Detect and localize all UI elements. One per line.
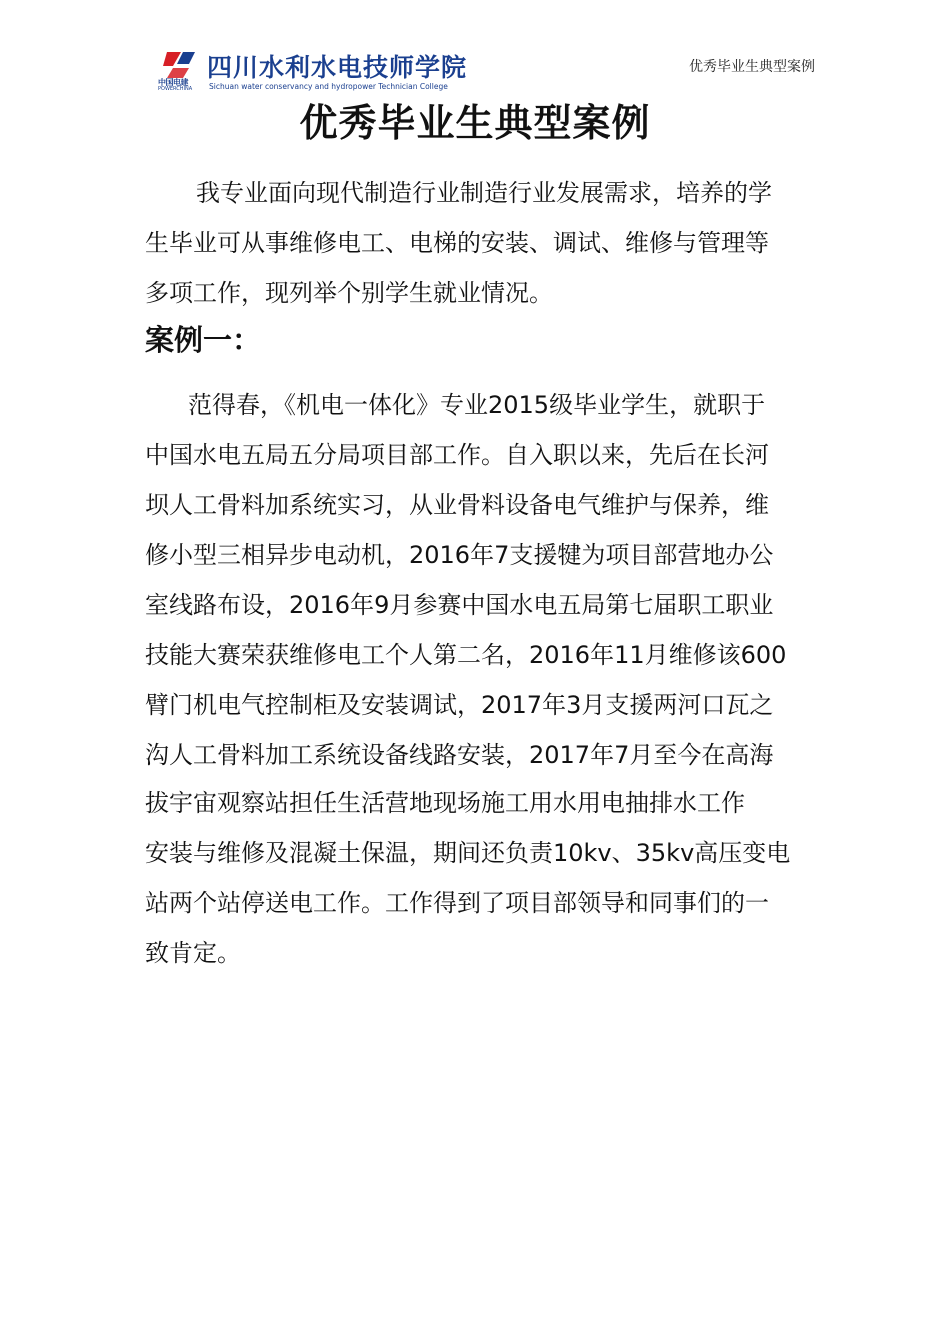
case-line: 修小型三相异步电动机，2016年7支援犍为项目部营地办公 — [145, 541, 774, 569]
case-line: 技能大赛荣获维修电工个人第二名，2016年11月维修该600 — [145, 641, 787, 669]
intro-line: 多项工作，现列举个别学生就业情况。 — [145, 279, 553, 307]
case-line: 沟人工骨料加工系统设备线路安装，2017年7月至今在高海 — [145, 741, 774, 769]
case-line: 臂门机电气控制柜及安装调试，2017年3月支援两河口瓦之 — [145, 691, 774, 719]
college-name-cn: 四川水利水电技师学院 — [207, 53, 468, 82]
emblem-cn-text: 中国电建 — [158, 78, 188, 87]
case-line: 范得春，《机电一体化》专业2015级毕业学生，就职于 — [188, 391, 766, 419]
case-line: 致肯定。 — [145, 939, 241, 967]
case-line: 拔宇宙观察站担任生活营地现场施工用水用电抽排水工作 — [145, 789, 745, 817]
case-line: 坝人工骨料加系统实习，从业骨料设备电气维护与保养，维 — [145, 491, 769, 519]
case-line: 室线路布设，2016年9月参赛中国水电五局第七届职工职业 — [145, 591, 774, 619]
page-title: 优秀毕业生典型案例 — [299, 101, 651, 145]
college-name-en: Sichuan water conservancy and hydropower Technician College — [209, 82, 448, 91]
intro-line: 生毕业可从事维修电工、电梯的安装、调试、维修与管理等 — [145, 229, 769, 257]
page-header — [155, 46, 815, 98]
case-line: 安装与维修及混凝土保温，期间还负责10kv、35kv高压变电 — [145, 839, 791, 867]
case-line: 站两个站停送电工作。工作得到了项目部领导和同事们的一 — [145, 889, 769, 917]
case-line: 中国水电五局五分局项目部工作。自入职以来，先后在长河 — [145, 441, 769, 469]
intro-line: 我专业面向现代制造行业制造行业发展需求，培养的学 — [196, 179, 772, 207]
header-doc-label: 优秀毕业生典型案例 — [689, 59, 815, 75]
case-heading: 案例一： — [145, 323, 262, 357]
college-logo — [155, 46, 468, 96]
emblem-en-text: POWERCHINA — [158, 86, 193, 92]
